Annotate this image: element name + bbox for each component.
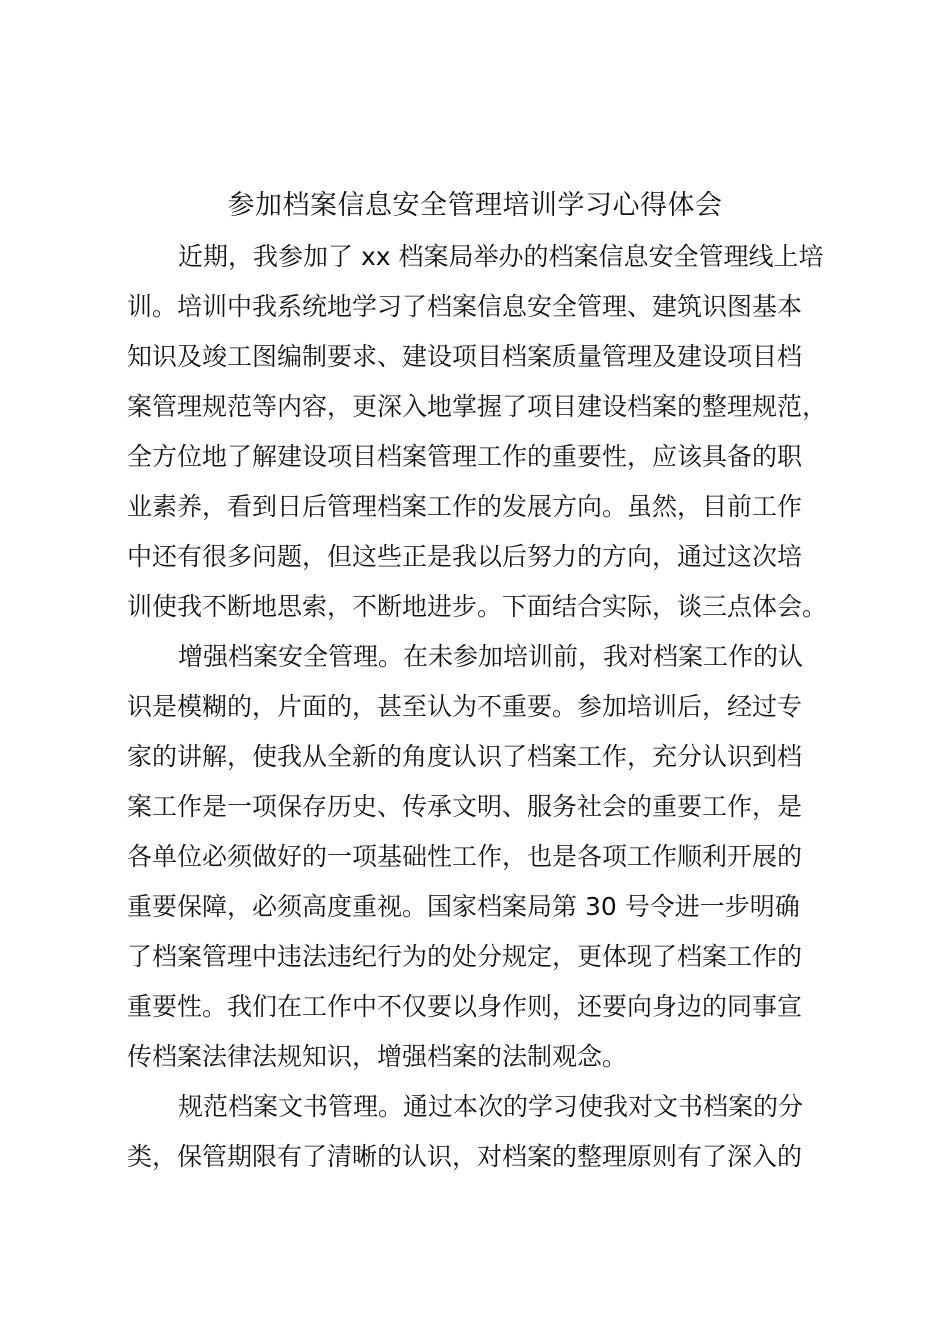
paragraph-2-line-4: 案工作是一项保存历史、传承文明、服务社会的重要工作，是 [127, 792, 803, 821]
paragraph-1-line-4: 案管理规范等内容，更深入地掌握了项目建设档案的整理规范， [127, 392, 828, 421]
paragraph-2-line-9: 传档案法律法规知识，增强档案的法制观念。 [127, 1042, 628, 1071]
paragraph-1-line-2: 训。培训中我系统地学习了档案信息安全管理、建筑识图基本 [127, 292, 803, 321]
paragraph-2-line-6: 重要保障，必须高度重视。国家档案局第 30 号令进一步明确 [127, 892, 800, 921]
paragraph-3-line-1: 规范档案文书管理。通过本次的学习使我对文书档案的分 [178, 1092, 804, 1121]
paragraph-1-line-7: 中还有很多问题，但这些正是我以后努力的方向，通过这次培 [127, 542, 803, 571]
paragraph-2-line-8: 重要性。我们在工作中不仅要以身作则，还要向身边的同事宣 [127, 992, 803, 1021]
paragraph-2-line-2: 识是模糊的，片面的，甚至认为不重要。参加培训后，经过专 [127, 692, 803, 721]
paragraph-1-line-8: 训使我不断地思索，不断地进步。下面结合实际，谈三点体会。 [127, 592, 828, 621]
paragraph-1-line-6: 业素养，看到日后管理档案工作的发展方向。虽然，目前工作 [127, 492, 803, 521]
paragraph-1-line-3: 知识及竣工图编制要求、建设项目档案质量管理及建设项目档 [127, 342, 803, 371]
paragraph-3-line-2: 类，保管期限有了清晰的认识，对档案的整理原则有了深入的 [127, 1142, 803, 1171]
paragraph-2-line-5: 各单位必须做好的一项基础性工作，也是各项工作顺利开展的 [127, 842, 803, 871]
document-title: 参加档案信息安全管理培训学习心得体会 [227, 190, 723, 221]
paragraph-2-line-1: 增强档案安全管理。在未参加培训前，我对档案工作的认 [178, 642, 804, 671]
paragraph-2-line-7: 了档案管理中违法违纪行为的处分规定，更体现了档案工作的 [127, 942, 803, 971]
paragraph-2-line-3: 家的讲解，使我从全新的角度认识了档案工作，充分认识到档 [127, 742, 803, 771]
paragraph-1-line-5: 全方位地了解建设项目档案管理工作的重要性，应该具备的职 [127, 442, 803, 471]
paragraph-1-line-1: 近期，我参加了 xx 档案局举办的档案信息安全管理线上培 [178, 242, 824, 271]
